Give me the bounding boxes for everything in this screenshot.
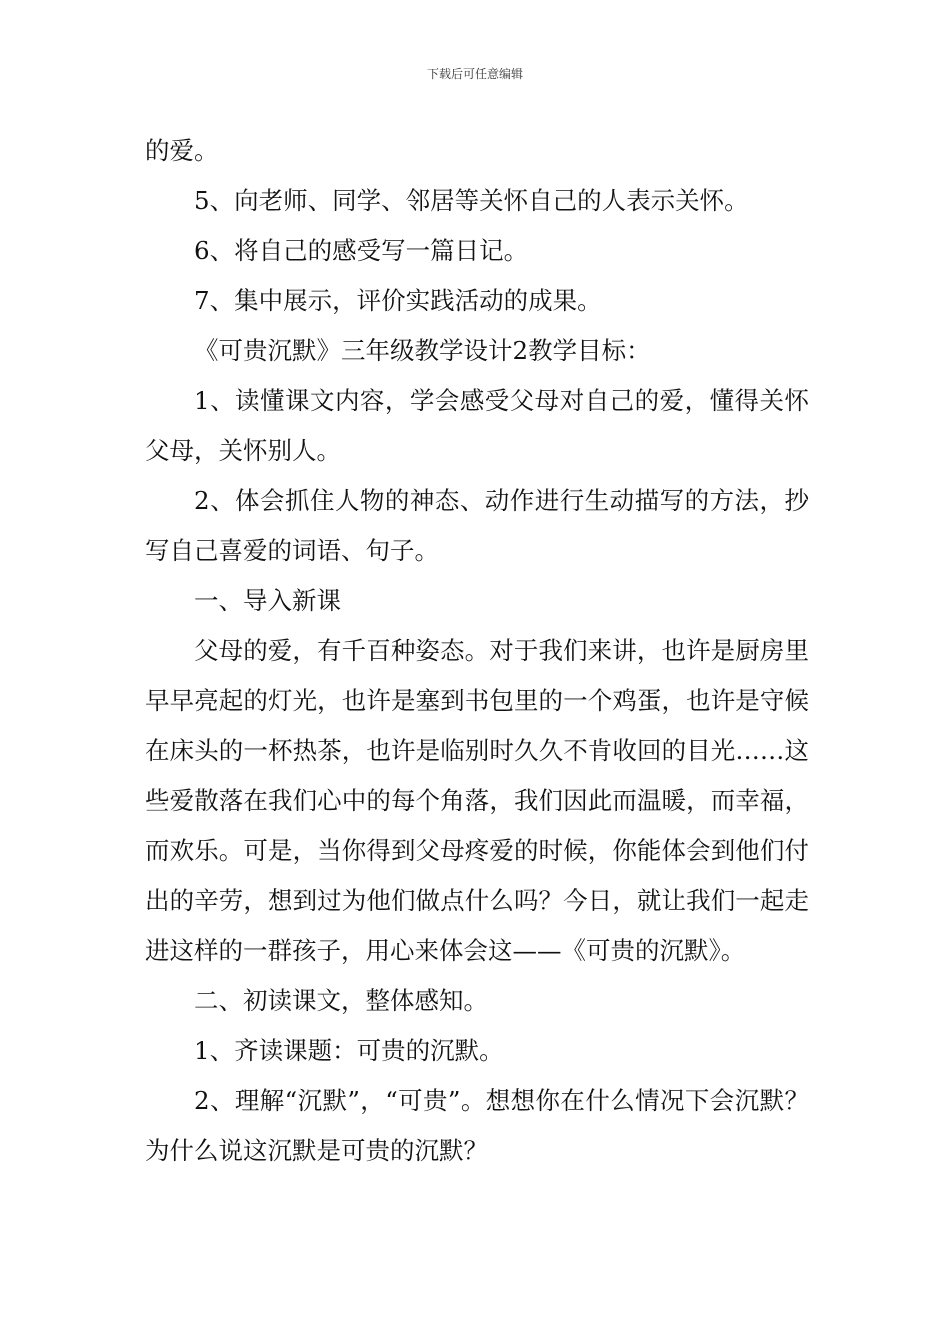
paragraph-item-6: 6、将自己的感受写一篇日记。 [194,236,529,265]
paragraph-heading-reading: 二、初读课文，整体感知。 [194,986,488,1015]
paragraph-goal-1: 1、读懂课文内容，学会感受父母对自己的爱，懂得关怀父母，关怀别人。 [145,386,809,465]
document-body [145,126,809,1176]
paragraph-reading-1: 1、齐读课题：可贵的沉默。 [194,1036,504,1065]
paragraph-intro-text: 父母的爱，有千百种姿态。对于我们来讲，也许是厨房里早早亮起的灯光，也许是塞到书包里的一个鸡蛋，也许是守候在床头的一杯热茶，也许是临别时久久不肯收回的目光……这些爱散落在我们心中的每个角落，我们因此而温暖，而幸福，而欢乐。可是，当你得到父母疼爱的时候，你能体会到他们付出的辛劳，想到过为他们做点什么吗？今日，就让我们一起走进这样的一群孩子，用心来体会这——《可贵的沉默》。 [145,636,809,965]
paragraph-heading-intro: 一、导入新课 [194,586,341,615]
paragraph-reading-2: 2、理解“沉默”，“可贵”。想想你在什么情况下会沉默？为什么说这沉默是可贵的沉默？ [145,1086,809,1165]
paragraph-goal-2: 2、体会抓住人物的神态、动作进行生动描写的方法，抄写自己喜爱的词语、句子。 [145,486,809,565]
paragraph-continuation: 的爱。 [145,136,219,165]
page-header-note: 下载后可任意编辑 [426,67,523,81]
paragraph-item-7: 7、集中展示，评价实践活动的成果。 [194,286,602,315]
paragraph-section-title: 《可贵沉默》三年级教学设计2教学目标： [194,336,651,365]
paragraph-item-5: 5、向老师、同学、邻居等关怀自己的人表示关怀。 [194,186,749,215]
